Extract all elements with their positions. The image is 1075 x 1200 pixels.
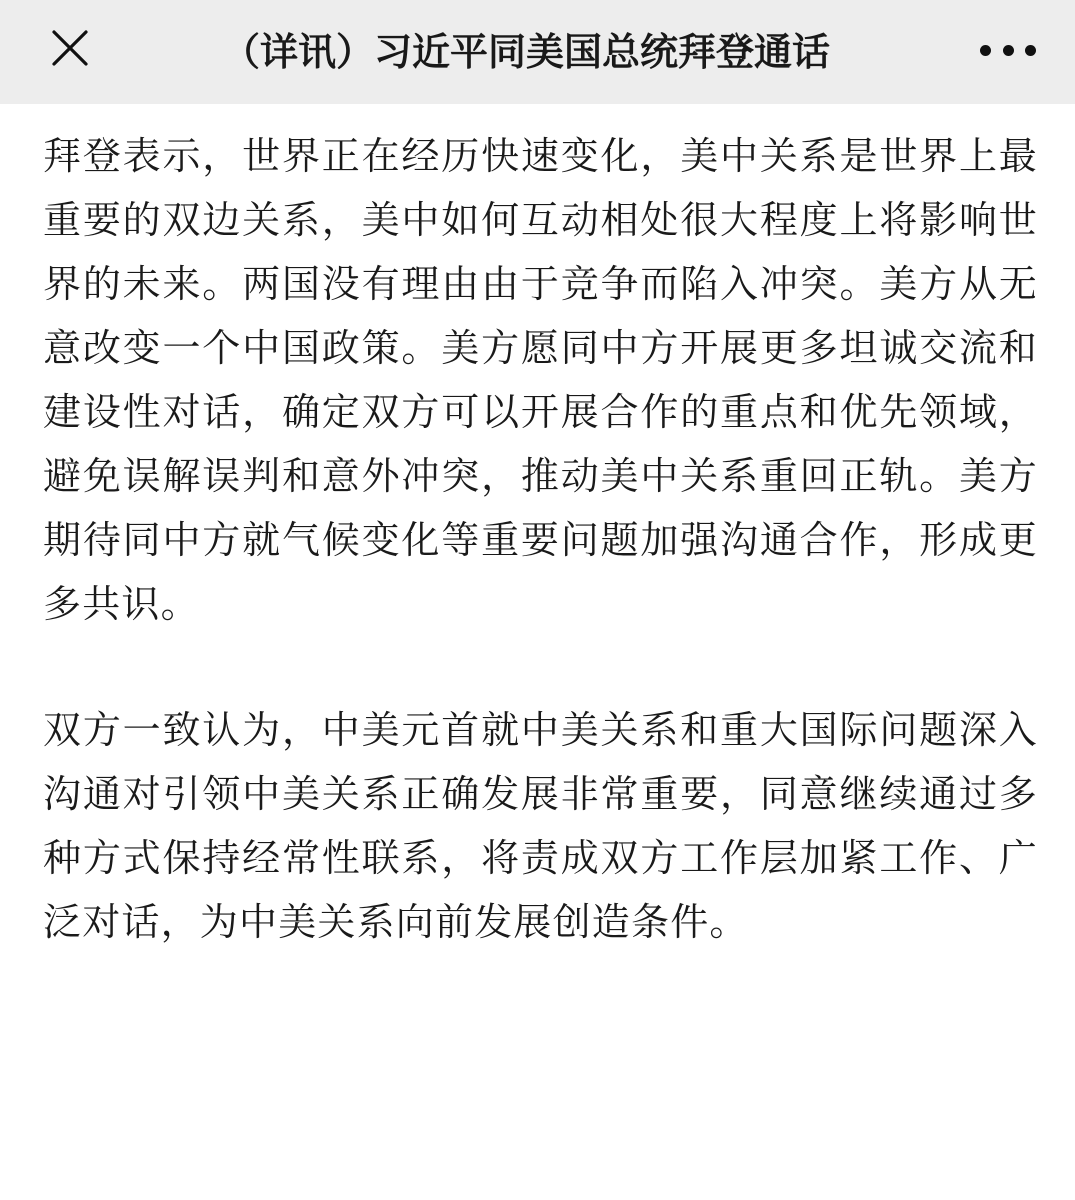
article-body: [43, 124, 1038, 954]
close-icon[interactable]: [50, 28, 90, 68]
article-paragraph: 双方一致认为，中美元首就中美关系和重大国际问题深入沟通对引领中美关系正确发展非常重要，同意继续通过多种方式保持经常性联系，将责成双方工作层加紧工作、广泛对话，为中美关系向前发展创造条件。: [43, 708, 1038, 944]
more-dot-icon: [1025, 45, 1036, 56]
more-dot-icon: [1003, 45, 1014, 56]
article-paragraph: 拜登表示，世界正在经历快速变化，美中关系是世界上最重要的双边关系，美中如何互动相处很大程度上将影响世界的未来。两国没有理由由于竞争而陷入冲突。美方从无意改变一个中国政策。美方愿同中方开展更多坦诚交流和建设性对话，确定双方可以开展合作的重点和优先领域，避免误解误判和意外冲突，推动美中关系重回正轨。美方期待同中方就气候变化等重要问题加强沟通合作，形成更多共识。: [43, 134, 1038, 626]
page-title: （详讯）习近平同美国总统拜登通话: [222, 30, 831, 74]
title-fade-overlay: [848, 24, 890, 80]
more-dot-icon: [980, 45, 991, 56]
more-options-icon[interactable]: [980, 40, 1036, 60]
top-nav-bar: [0, 0, 1075, 104]
